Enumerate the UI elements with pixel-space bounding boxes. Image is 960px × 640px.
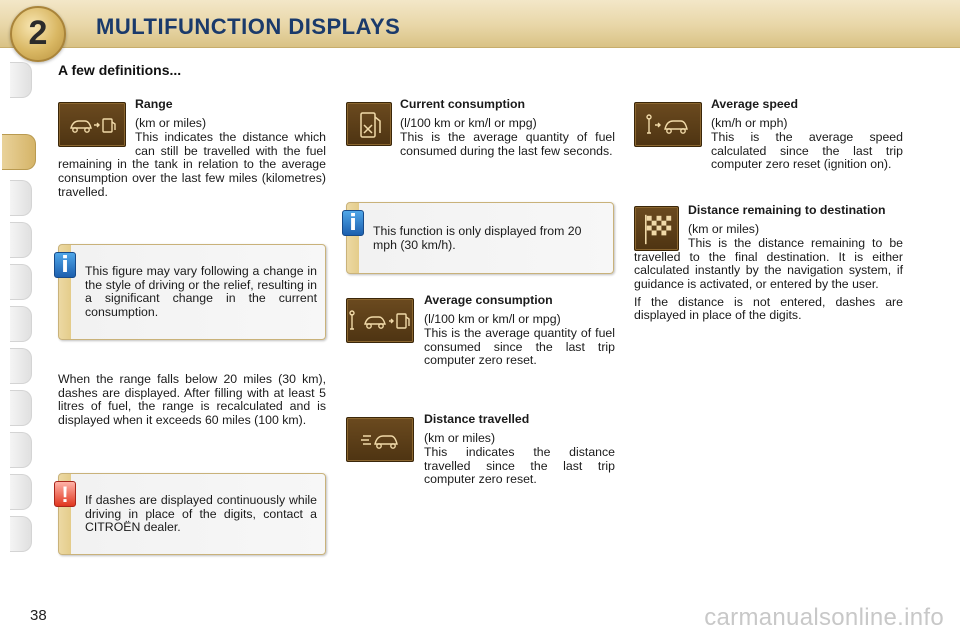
current-consumption-definition bbox=[400, 98, 615, 158]
page-number: 38 bbox=[30, 607, 47, 624]
chapter-number: 2 bbox=[28, 14, 48, 52]
chapter-tab-8[interactable] bbox=[10, 390, 32, 426]
average-speed-icon bbox=[634, 102, 702, 147]
average-speed-unit: (km/h or mph) bbox=[711, 115, 788, 130]
chapter-tab-10[interactable] bbox=[10, 474, 32, 510]
average-consumption-heading: Average consumption bbox=[424, 293, 553, 307]
average-consumption-body: This is the average quantity of fuel consumed since the last trip computer zero reset. bbox=[424, 326, 615, 368]
distance-remaining-unit: (km or miles) bbox=[688, 221, 760, 236]
current-consumption-heading: Current consumption bbox=[400, 97, 526, 111]
info-speed-text: This function is only displayed from 20 mph (30 km/h). bbox=[373, 224, 582, 252]
distance-travelled-definition bbox=[424, 413, 615, 487]
info-box-speed bbox=[346, 202, 614, 274]
range-heading: Range bbox=[135, 97, 173, 111]
info-icon: i bbox=[342, 210, 364, 236]
average-consumption-icon bbox=[346, 298, 414, 343]
page-title: MULTIFUNCTION DISPLAYS bbox=[96, 14, 401, 39]
warning-icon: ! bbox=[54, 481, 76, 507]
average-consumption-unit: (l/100 km or km/l or mpg) bbox=[424, 311, 561, 326]
distance-travelled-unit: (km or miles) bbox=[424, 430, 496, 445]
chapter-tab-4[interactable] bbox=[10, 222, 32, 258]
distance-travelled-heading: Distance travelled bbox=[424, 412, 530, 426]
range-dashes-paragraph: When the range falls below 20 miles (30 km), dashes are displayed. After filling with at least 5 litres of fuel, the range is recalculated and is displayed when it exceeds 60 miles (100 km). bbox=[58, 372, 326, 427]
chapter-tab-6[interactable] bbox=[10, 306, 32, 342]
chapter-tabs bbox=[0, 62, 38, 582]
distance-travelled-icon bbox=[346, 417, 414, 462]
distance-remaining-body: This is the distance remaining to be travelled to the final destination. It is either calculated instantly by the navigation system, if guidance is activated, or entered by the user. bbox=[634, 236, 903, 291]
page-header bbox=[0, 0, 960, 52]
info-box-figure bbox=[58, 244, 326, 340]
distance-travelled-body: This indicates the distance travelled since the last trip computer zero reset. bbox=[424, 445, 615, 487]
average-speed-definition bbox=[711, 98, 903, 172]
average-speed-heading: Average speed bbox=[711, 97, 799, 111]
range-definition bbox=[58, 98, 326, 199]
chapter-badge bbox=[10, 6, 66, 62]
warning-text: If dashes are displayed continuously while driving in place of the digits, contact a CITROËN dealer. bbox=[85, 493, 317, 535]
chapter-tab-11[interactable] bbox=[10, 516, 32, 552]
distance-remaining-heading: Distance remaining to destination bbox=[688, 203, 886, 217]
chapter-tab-9[interactable] bbox=[10, 432, 32, 468]
chapter-tab-2[interactable] bbox=[2, 134, 36, 170]
chapter-tab-1[interactable] bbox=[10, 62, 32, 98]
chapter-tab-7[interactable] bbox=[10, 348, 32, 384]
distance-remaining-definition bbox=[634, 204, 903, 323]
average-speed-body: This is the average speed calculated since the last trip computer zero reset (ignition on). bbox=[711, 130, 903, 172]
fuel-pump-icon bbox=[346, 102, 392, 146]
range-unit: (km or miles) bbox=[135, 115, 207, 130]
chapter-tab-3[interactable] bbox=[10, 180, 32, 216]
range-body: This indicates the distance which can still be travelled with the fuel remaining in the tank in relation to the average consumption over the last few miles (kilometres) travelled. bbox=[58, 130, 326, 199]
distance-remaining-body-2: If the distance is not entered, dashes are displayed in place of the digits. bbox=[634, 294, 903, 323]
average-consumption-definition bbox=[424, 294, 615, 368]
warning-box bbox=[58, 473, 326, 555]
section-title: A few definitions... bbox=[58, 62, 182, 78]
current-consumption-body: This is the average quantity of fuel consumed during the last few seconds. bbox=[400, 130, 615, 158]
watermark: carmanualsonline.info bbox=[704, 604, 944, 631]
info-figure-text: This figure may vary following a change in the style of driving or the relief, resulting in a significant change in the current consumption. bbox=[85, 264, 317, 319]
info-icon: i bbox=[54, 252, 76, 278]
current-consumption-unit: (l/100 km or km/l or mpg) bbox=[400, 115, 537, 130]
chapter-tab-5[interactable] bbox=[10, 264, 32, 300]
